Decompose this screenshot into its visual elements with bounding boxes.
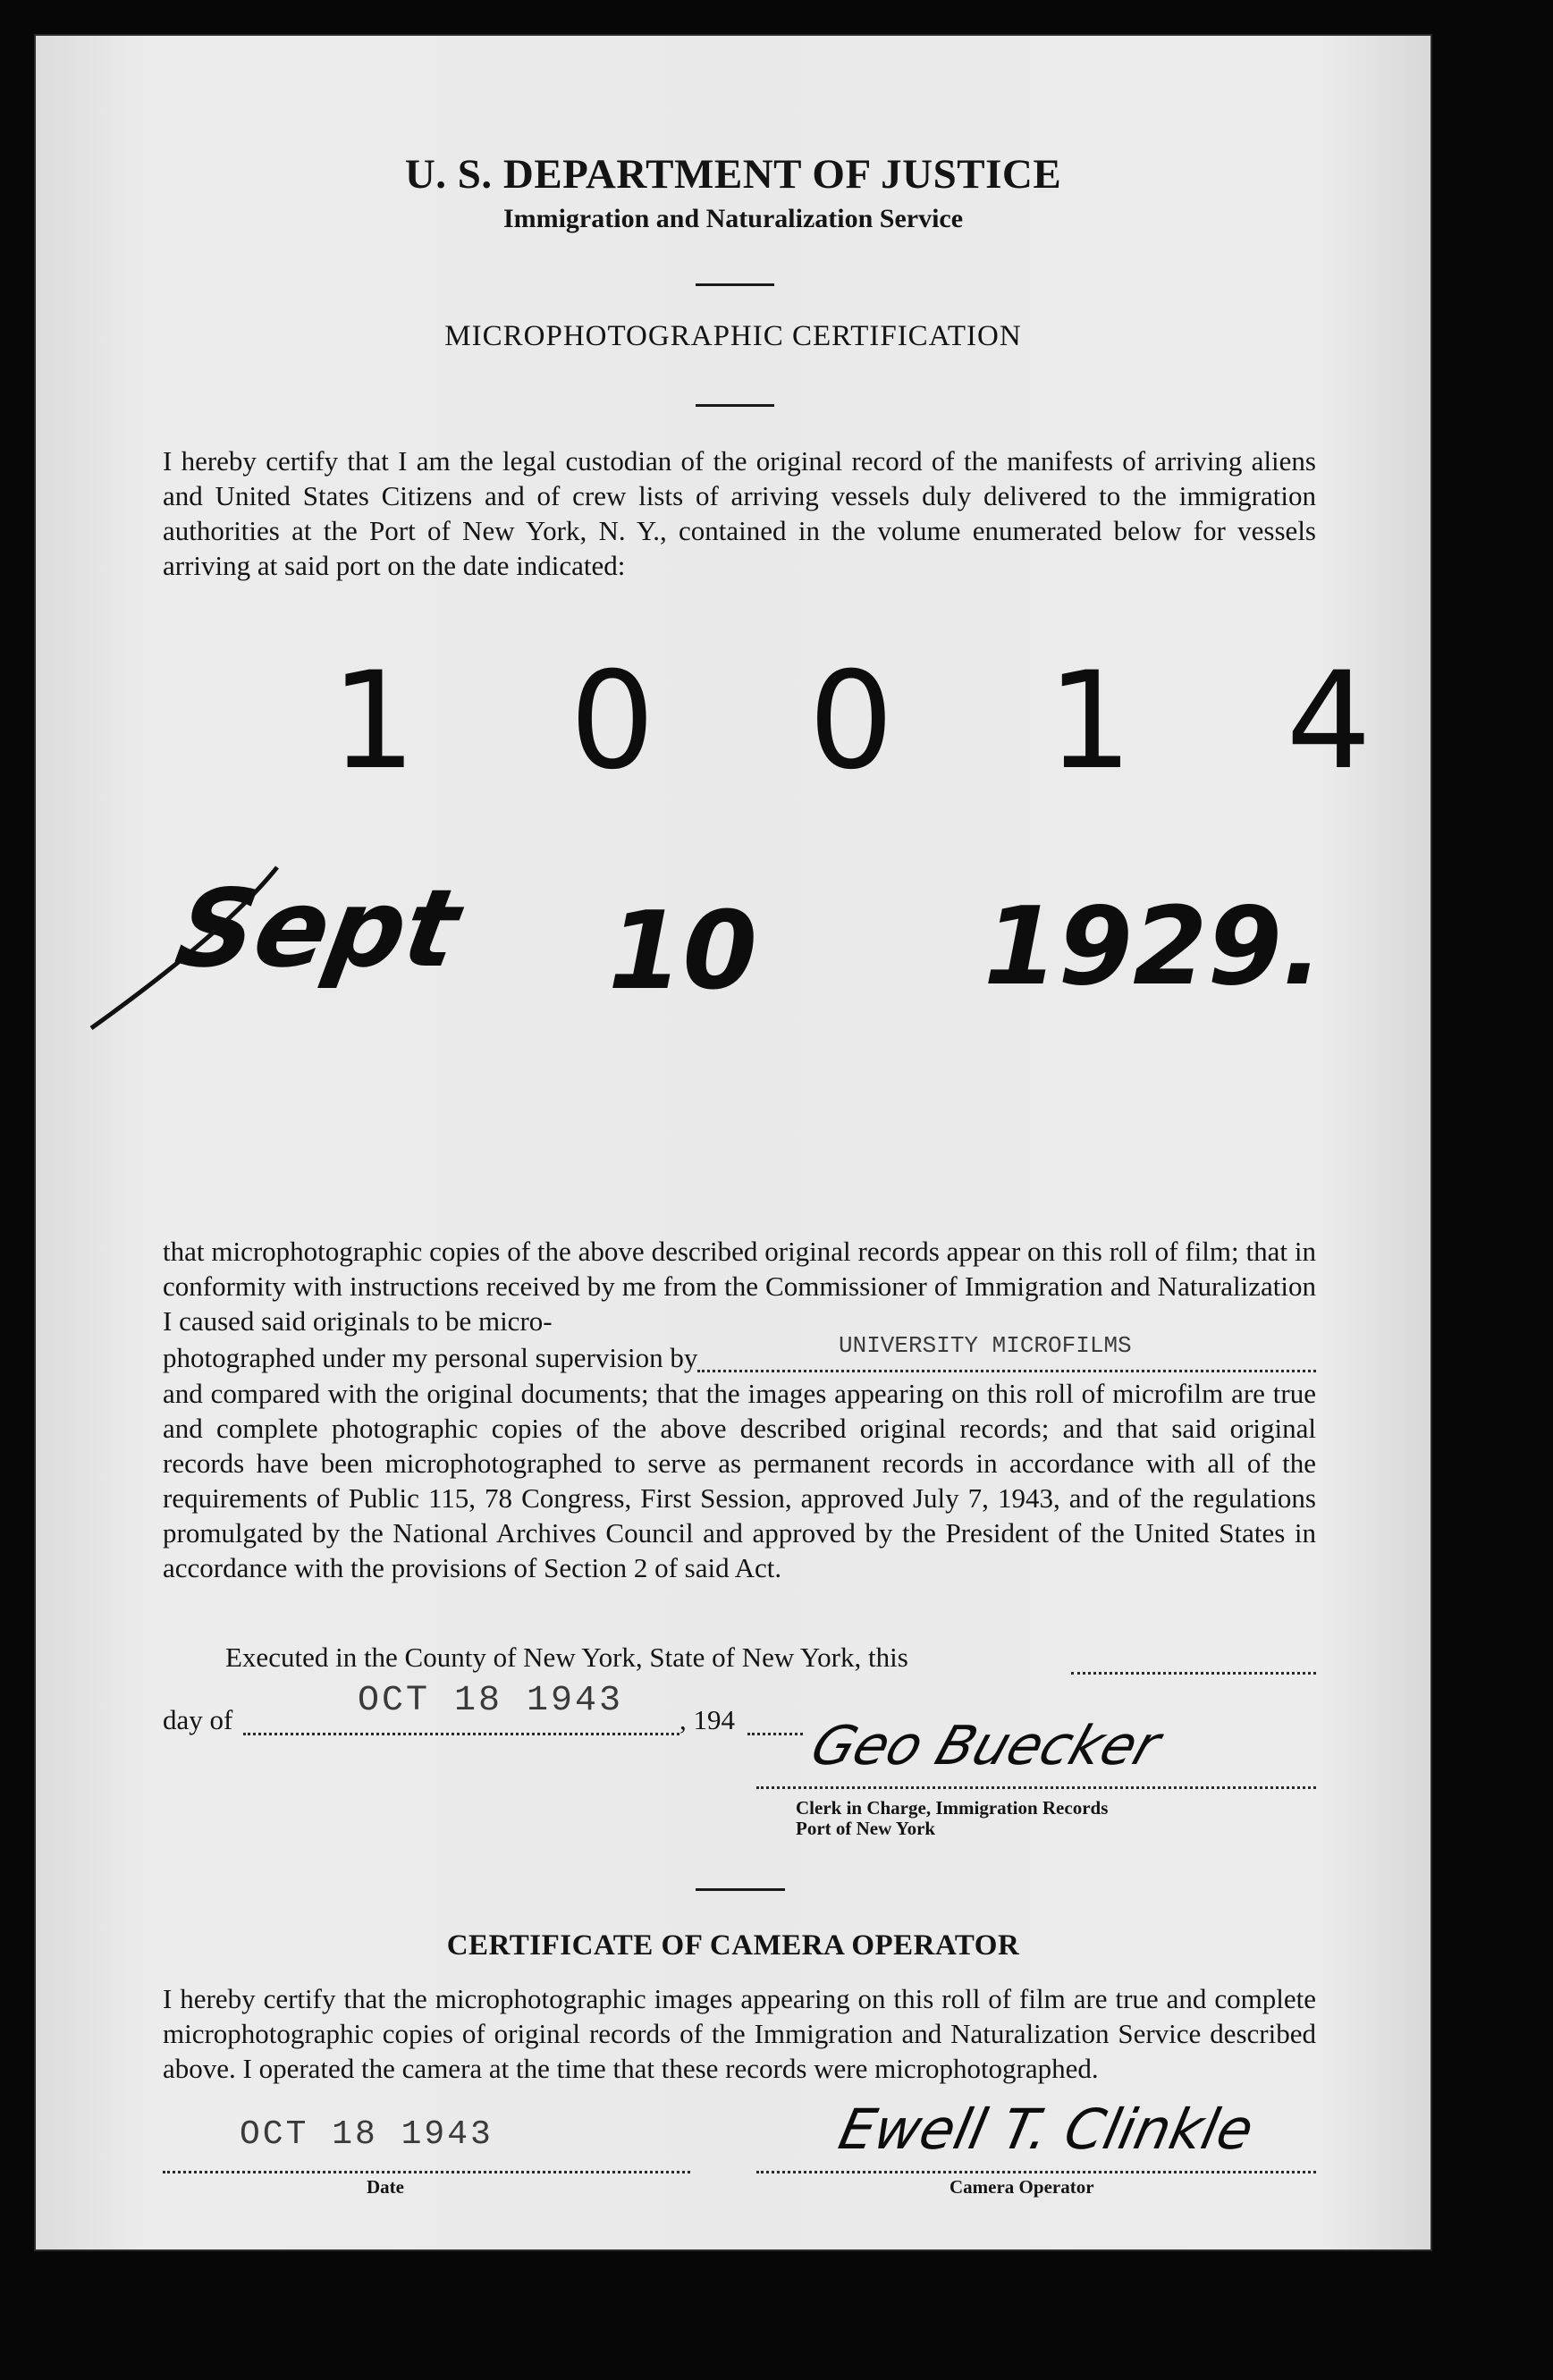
day-of-label: day of — [163, 1704, 233, 1735]
month-handwritten: Sept — [167, 867, 468, 992]
year-prefix: , 194 — [679, 1704, 735, 1735]
service-subheading: Immigration and Naturalization Service — [502, 204, 964, 233]
department-heading: U. S. DEPARTMENT OF JUSTICE — [404, 151, 1062, 198]
execution-line: Executed in the County of New York, State of New York, this — [225, 1642, 908, 1673]
execution-date-stamp: OCT 18 1943 — [358, 1681, 624, 1721]
clerk-title: Clerk in Charge, Immigration Records — [796, 1797, 1109, 1819]
body-paragraph-part1: that microphotographic copies of the above described original records appear on this roll of film; that in conformity with instructions received by me from the Commissioner of Immigration and Naturalization I caused said originals to be micro- — [163, 1236, 1316, 1337]
custodian-statement: I hereby certify that I am the legal custodian of the original record of the manifests of arriving aliens and United States Citizens and of crew lists of arriving vessels duly delivered to the immigration authorities at the Port of New York, N. Y., contained in the volume enumerated below for vessels arriving at said port on the date indicated: — [163, 445, 1316, 581]
divider — [696, 1888, 785, 1891]
body-paragraph-part2: photographed under my personal supervision by — [163, 1342, 698, 1373]
camera-operator-label: Camera Operator — [950, 2176, 1094, 2198]
camera-operator-signature: Ewell T. Clinkle — [833, 2097, 1260, 2162]
body-paragraph-part3: and compared with the original documents; that the images appearing on this roll of microfilm are true and complete photographic copies of the above described original records; and that said original records have been microphotographed to serve as permanent records in accordance with all of the requirements of Public 115, 78 Congress, First Session, approved July 7, 1943, and of the regulations promulgated by the National Archives Council and approved by the President of the United States in accordance with the provisions of Section 2 of said Act. — [163, 1378, 1316, 1583]
year-handwritten: 1929. — [983, 885, 1323, 1009]
clerk-location: Port of New York — [796, 1818, 936, 1839]
camera-operator-heading: CERTIFICATE OF CAMERA OPERATOR — [446, 1929, 1020, 1962]
date-label: Date — [367, 2176, 404, 2198]
year-dotted-line — [747, 1713, 803, 1735]
volume-number-handwritten: 1 0 0 1 4 — [331, 644, 1427, 799]
operator-date-stamp: OCT 18 1943 — [240, 2115, 494, 2154]
certificate-page — [36, 36, 1431, 2249]
certification-title: MICROPHOTOGRAPHIC CERTIFICATION — [444, 320, 1022, 352]
company-stamp: UNIVERSITY MICROFILMS — [839, 1332, 1132, 1359]
operator-signature-line — [756, 2153, 1316, 2173]
day-handwritten: 10 — [608, 890, 757, 1014]
operator-date-line — [163, 2153, 690, 2173]
camera-operator-statement: I hereby certify that the microphotographic images appearing on this roll of film are true and complete microphotographic copies of original records of the Immigration and Naturalization Service described above. I operated the camera at the time that these records were microphotographed. — [163, 1983, 1316, 2084]
clerk-signature: Geo Buecker — [803, 1715, 1168, 1777]
execution-day-dotted-line — [1071, 1650, 1316, 1675]
